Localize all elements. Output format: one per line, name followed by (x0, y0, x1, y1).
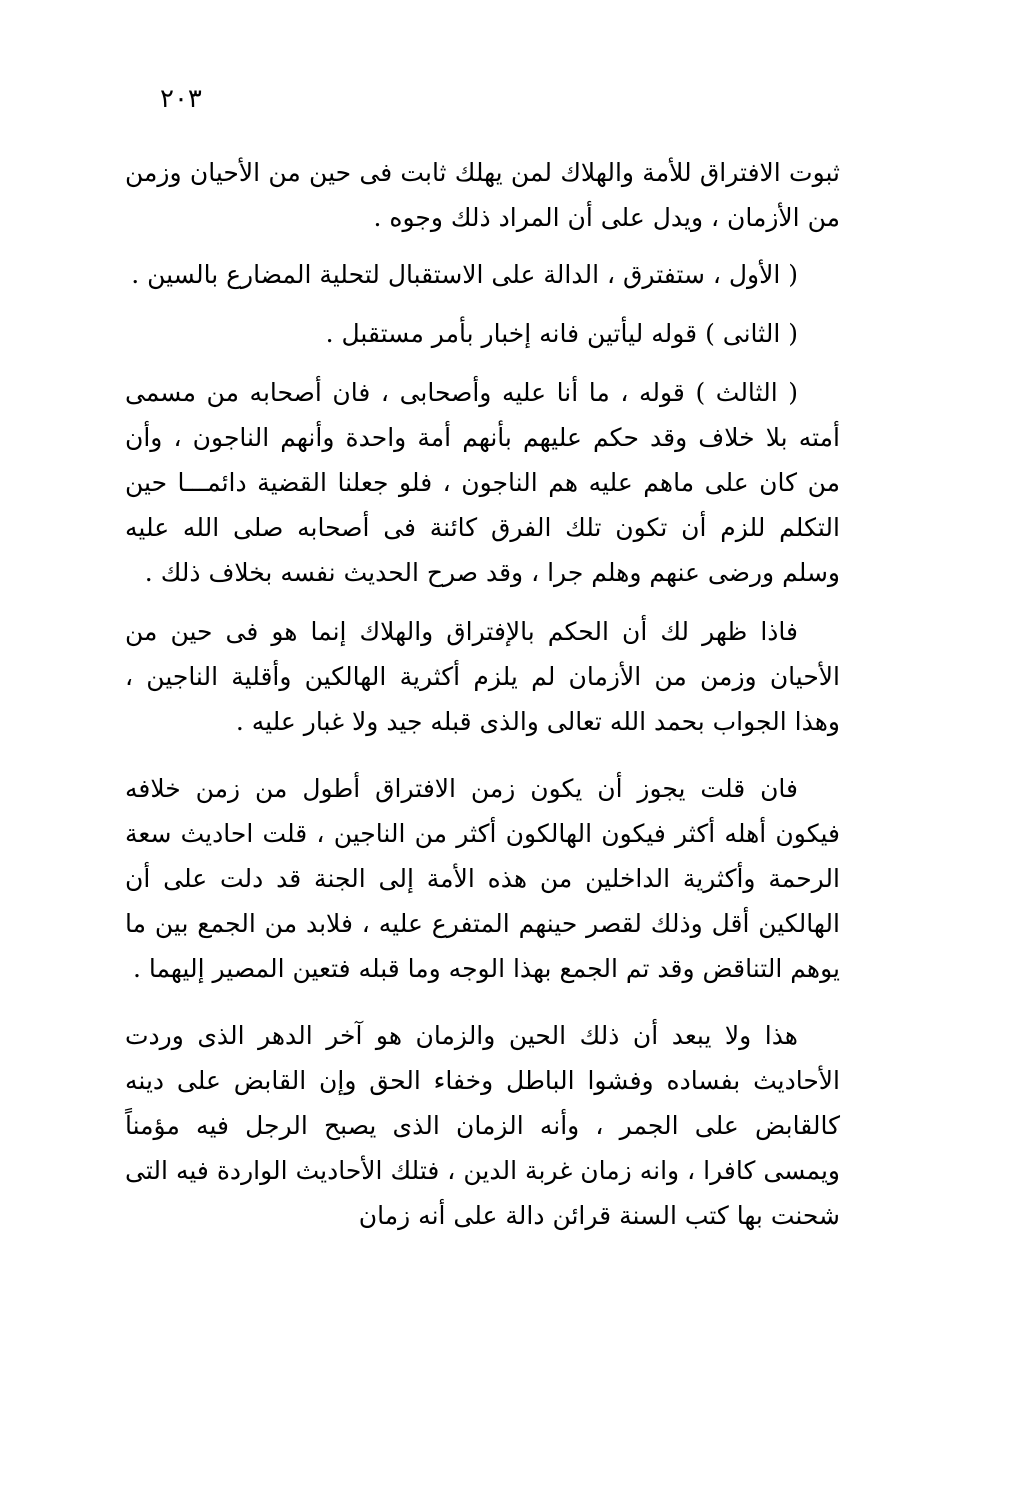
paragraph-6: فان قلت يجوز أن يكون زمن الافتراق أطول من زمن خلافه فيكون أهله أكثر فيكون الهالكون أكثر من الناجين ، قلت احاديث سعة الرحمة وأكثرية الداخلين من هذه الأمة إلى الجنة قد دلت على أن الهالكين أقل وذلك لقصر حينهم المتفرع عليه ، فلابد من الجمع بين ما يوهم التناقض وقد تم الجمع بهذا الوجه وما قبله فتعين المصير إليهما . (125, 774, 840, 983)
paragraph-2: ( الأول ، ستفترق ، الدالة على الاستقبال لتحلية المضارع بالسين . (131, 260, 798, 289)
paragraph-4: ( الثالث ) قوله ، ما أنا عليه وأصحابى ، فان أصحابه من مسمى أمته بلا خلاف وقد حكم عليهم بأنهم أمة واحدة وأنهم الناجون ، وأن من كان على ماهم عليه هم الناجون ، فلو جعلنا القضية دائمـــا حين التكلم للزم أن تكون تلك الفرق كائنة فى أصحابه صلى الله عليه وسلم ورضى عنهم وهلم جرا ، وقد صرح الحديث نفسه بخلاف ذلك . (125, 378, 840, 587)
page-number: ٢٠٣ (160, 84, 202, 114)
paragraph-5: فاذا ظهر لك أن الحكم بالإفتراق والهلاك إنما هو فى حين من الأحيان وزمن من الأزمان لم يلزم أكثرية الهالكين وأقلية الناجين ، وهذا الجواب بحمد الله تعالى والذى قبله جيد ولا غبار عليه . (125, 617, 840, 736)
paragraph-1: ثبوت الافتراق للأمة والهلاك لمن يهلك ثابت فى حين من الأحيان وزمن من الأزمان ، ويدل على أن المراد ذلك وجوه . (125, 158, 840, 232)
body-text (125, 150, 840, 1238)
paragraph-3: ( الثانى ) قوله ليأتين فانه إخبار بأمر مستقبل . (325, 319, 798, 348)
paragraph-7: هذا ولا يبعد أن ذلك الحين والزمان هو آخر الدهر الذى وردت الأحاديث بفساده وفشوا الباطل وخفاء الحق وإن القابض على دينه كالقابض على الجمر ، وأنه الزمان الذى يصبح الرجل فيه مؤمناً ويمسى كافرا ، وانه زمان غربة الدين ، فتلك الأحاديث الواردة فيه التى شحنت بها كتب السنة قرائن دالة على أنه زمان (125, 1021, 840, 1230)
